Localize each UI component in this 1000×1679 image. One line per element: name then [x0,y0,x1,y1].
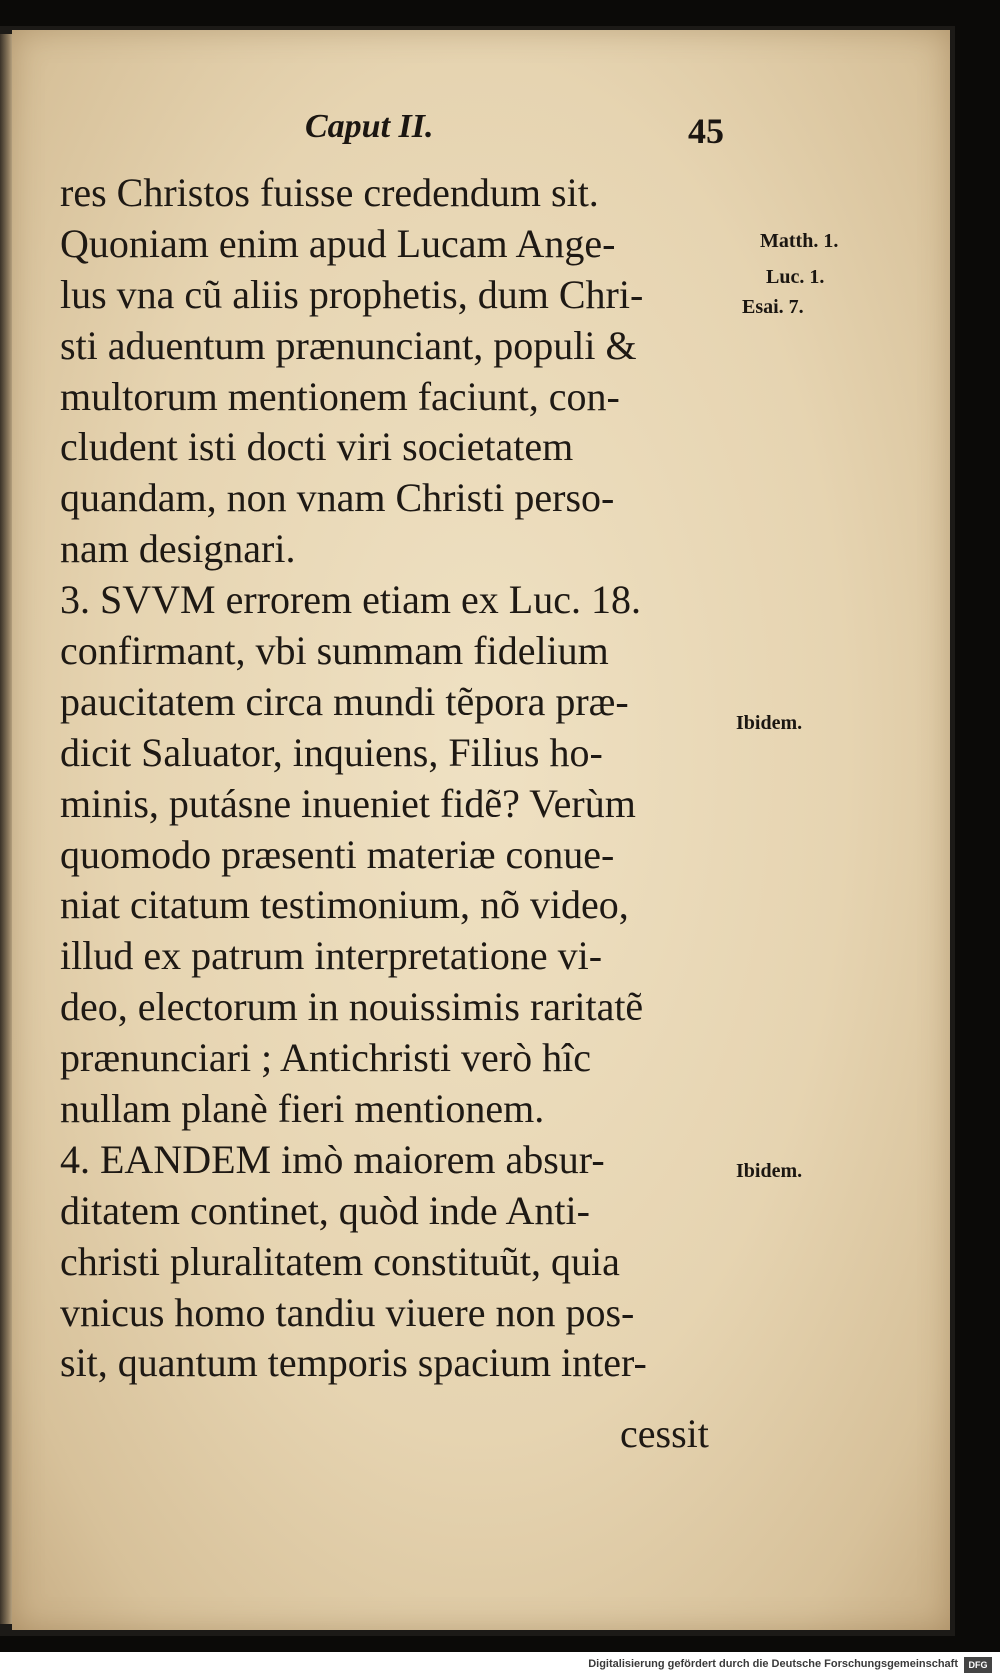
text-line: paucitatem circa mundi tẽpora præ- [60,678,629,724]
text-line: sit, quantum temporis spacium inter- [60,1340,647,1386]
text-line: 3. SVVM errorem etiam ex Luc. 18. [60,577,641,623]
text-line: cludent isti docti viri societatem [60,424,574,470]
text-line: ditatem continet, quòd inde Anti- [60,1187,590,1233]
margin-note-matth: Matth. 1. [760,230,839,252]
text-line: deo, electorum in nouissimis raritatẽ [60,984,644,1030]
text-line: quandam, non vnam Christi perso- [60,475,615,521]
text-line: quomodo præsenti materiæ conue- [60,831,615,877]
catchword: cessit [620,1411,709,1456]
margin-note-ibidem: Ibidem. [736,712,803,734]
page-header [60,108,740,158]
digitization-footer [0,1652,1000,1679]
text-line: vnicus homo tandiu viuere non pos- [60,1289,635,1335]
page-number: 45 [688,111,724,151]
text-line: nam designari. [60,526,296,572]
margin-note-esai: Esai. 7. [742,296,804,318]
funding-credit: Digitalisierung gefördert durch die Deutsche Forschungsgemeinschaft [588,1658,958,1670]
text-line: prænunciari ; Antichristi verò hîc [60,1035,591,1081]
text-line: Quoniam enim apud Lucam Ange- [60,220,616,266]
dfg-logo-icon: DFG [964,1657,992,1673]
text-line: niat citatum testimonium, nõ video, [60,882,629,928]
text-line: sti aduentum prænunciant, populi & [60,322,637,368]
text-line: 4. EANDEM imò maiorem absur- [60,1136,605,1182]
running-head: Caput II. [305,108,434,145]
text-line: christi pluralitatem constituũt, quia [60,1238,620,1284]
margin-note-luc: Luc. 1. [766,266,825,288]
text-line: minis, putásne inueniet fidẽ? Verùm [60,780,636,826]
text-line: illud ex patrum interpretatione vi- [60,933,603,979]
text-line: nullam planè fieri mentionem. [60,1086,545,1132]
text-line: lus vna cũ aliis prophetis, dum Chri- [60,271,644,317]
margin-note-ibidem: Ibidem. [736,1160,803,1182]
text-line: confirmant, vbi summam fidelium [60,628,609,674]
text-line: res Christos fuisse credendum sit. [60,170,599,215]
text-line: dicit Saluator, inquiens, Filius ho- [60,729,603,775]
body-text [60,168,740,1389]
text-line: multorum mentionem faciunt, con- [60,373,620,419]
